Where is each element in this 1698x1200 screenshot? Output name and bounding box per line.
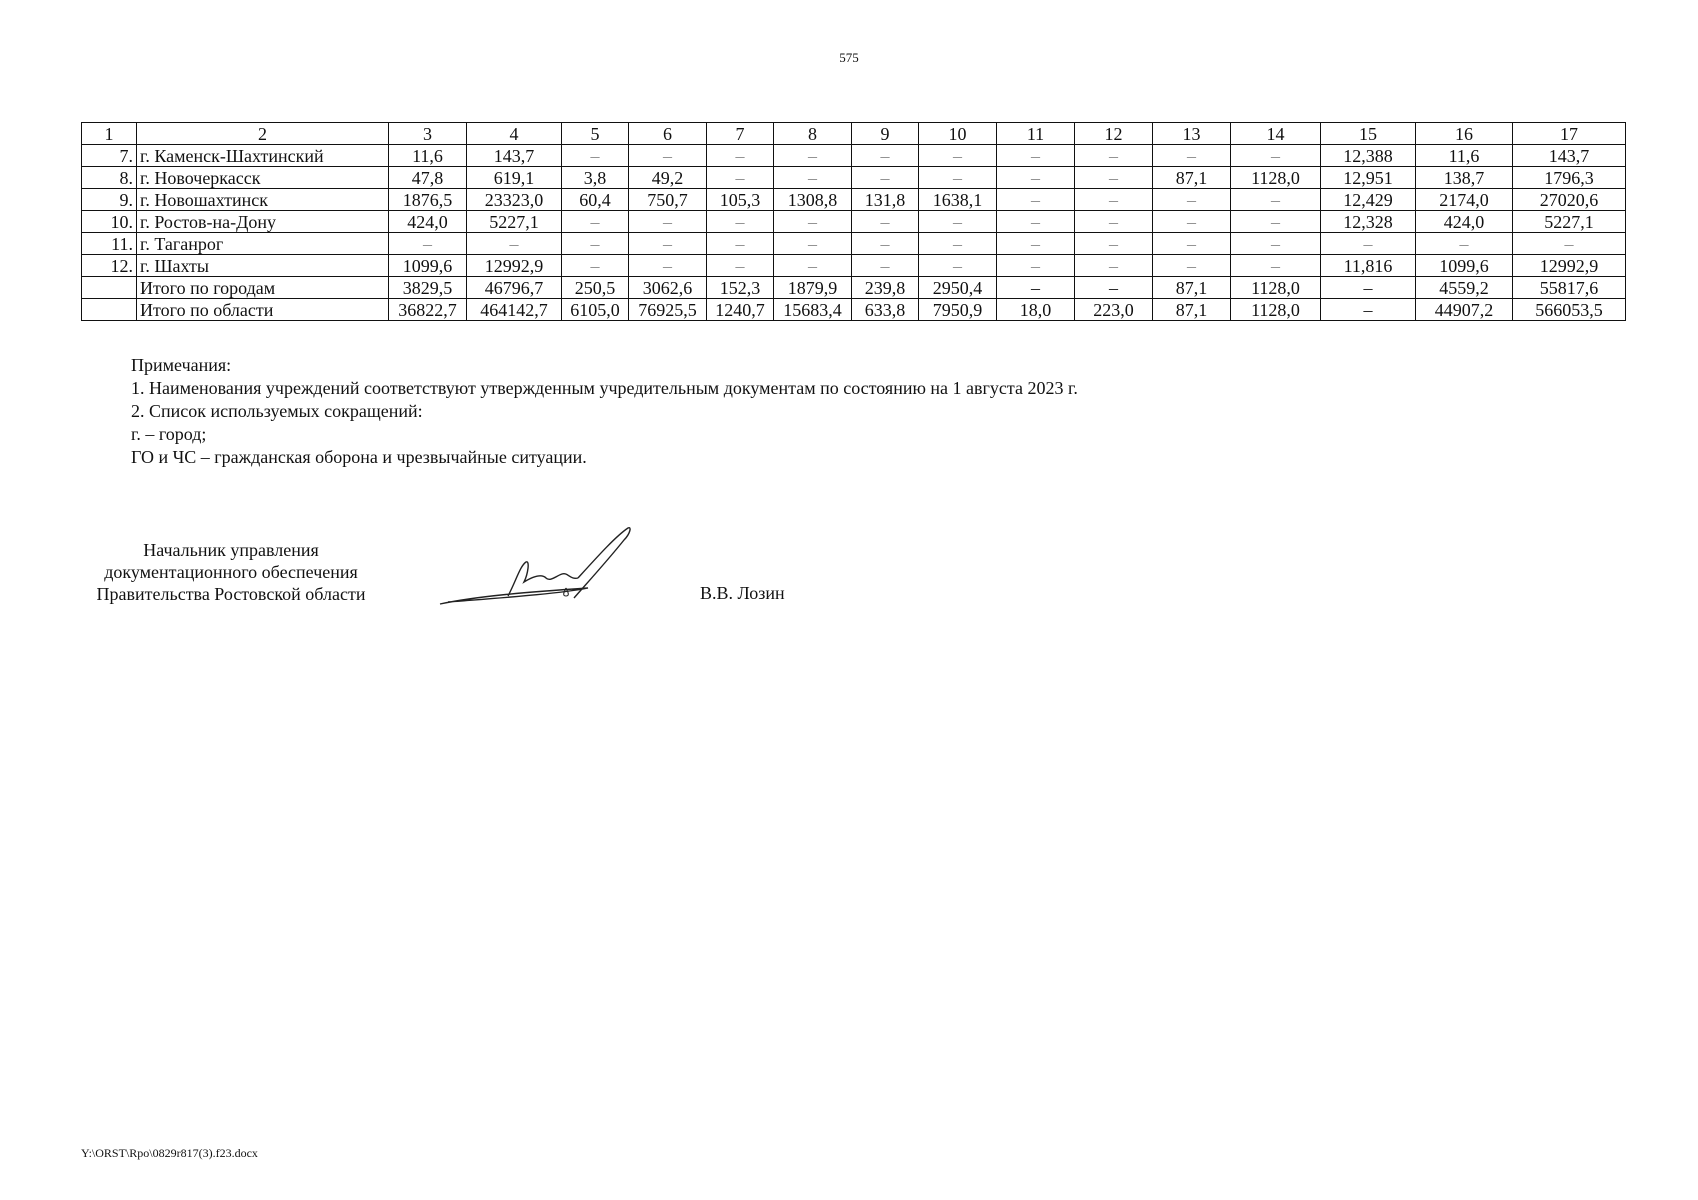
value-cell: 239,8 (852, 277, 919, 299)
value-cell: – (997, 277, 1075, 299)
value-cell: 36822,7 (389, 299, 467, 321)
signer-position (81, 539, 381, 605)
value-cell: 2950,4 (919, 277, 997, 299)
value-cell: 5227,1 (467, 211, 562, 233)
city-name-cell: г. Каменск-Шахтинский (137, 145, 389, 167)
value-cell: 55817,6 (1513, 277, 1626, 299)
value-cell: – (1075, 233, 1153, 255)
value-cell: 11,6 (389, 145, 467, 167)
value-cell: 12,951 (1321, 167, 1416, 189)
value-cell: 1879,9 (774, 277, 852, 299)
value-cell: – (707, 233, 774, 255)
value-cell: – (774, 255, 852, 277)
value-cell: 3,8 (562, 167, 629, 189)
value-cell: – (1075, 167, 1153, 189)
value-cell: – (1231, 145, 1321, 167)
column-number-cell: 11 (997, 123, 1075, 145)
value-cell: – (1153, 233, 1231, 255)
handwritten-signature (438, 526, 638, 616)
value-cell: 12992,9 (1513, 255, 1626, 277)
value-cell: – (774, 167, 852, 189)
value-cell: 424,0 (389, 211, 467, 233)
value-cell: – (707, 255, 774, 277)
value-cell: 1796,3 (1513, 167, 1626, 189)
value-cell: 11,816 (1321, 255, 1416, 277)
value-cell: – (997, 211, 1075, 233)
value-cell: 250,5 (562, 277, 629, 299)
column-number-cell: 6 (629, 123, 707, 145)
value-cell: 5227,1 (1513, 211, 1626, 233)
city-name-cell: г. Таганрог (137, 233, 389, 255)
city-name-cell: г. Шахты (137, 255, 389, 277)
row-number-cell: 10. (82, 211, 137, 233)
column-number-cell: 5 (562, 123, 629, 145)
value-cell: – (997, 189, 1075, 211)
note-item: г. – город; (131, 424, 207, 444)
row-number-cell: 9. (82, 189, 137, 211)
column-number-cell: 17 (1513, 123, 1626, 145)
value-cell: – (707, 167, 774, 189)
value-cell: 6105,0 (562, 299, 629, 321)
value-cell: 15683,4 (774, 299, 852, 321)
value-cell: 47,8 (389, 167, 467, 189)
value-cell: 4559,2 (1416, 277, 1513, 299)
value-cell: – (707, 145, 774, 167)
value-cell: – (562, 233, 629, 255)
column-number-cell: 4 (467, 123, 562, 145)
value-cell: – (1321, 277, 1416, 299)
row-number-cell: 7. (82, 145, 137, 167)
column-number-cell: 15 (1321, 123, 1416, 145)
signer-position-line: Правительства Ростовской области (96, 584, 366, 604)
column-number-cell: 7 (707, 123, 774, 145)
value-cell: 12,328 (1321, 211, 1416, 233)
table-row (82, 299, 1626, 321)
value-cell: – (1075, 145, 1153, 167)
column-number-cell: 2 (137, 123, 389, 145)
value-cell: 12,388 (1321, 145, 1416, 167)
column-number-cell: 14 (1231, 123, 1321, 145)
value-cell: 1308,8 (774, 189, 852, 211)
value-cell: 2174,0 (1416, 189, 1513, 211)
value-cell: – (1416, 233, 1513, 255)
value-cell: – (629, 233, 707, 255)
value-cell: – (919, 255, 997, 277)
value-cell: 87,1 (1153, 277, 1231, 299)
value-cell: – (1153, 145, 1231, 167)
value-cell: – (1075, 189, 1153, 211)
value-cell: – (852, 255, 919, 277)
value-cell: 49,2 (629, 167, 707, 189)
value-cell: 44907,2 (1416, 299, 1513, 321)
notes-title: Примечания: (131, 355, 232, 375)
value-cell: – (1153, 189, 1231, 211)
value-cell: 1638,1 (919, 189, 997, 211)
value-cell: 223,0 (1075, 299, 1153, 321)
column-number-cell: 13 (1153, 123, 1231, 145)
value-cell: – (707, 211, 774, 233)
table-row (82, 189, 1626, 211)
value-cell: – (919, 233, 997, 255)
page-number: 575 (839, 50, 859, 65)
value-cell: 1240,7 (707, 299, 774, 321)
value-cell: 87,1 (1153, 167, 1231, 189)
table-row (82, 255, 1626, 277)
value-cell: 1128,0 (1231, 277, 1321, 299)
city-name-cell: г. Новошахтинск (137, 189, 389, 211)
value-cell: – (629, 255, 707, 277)
value-cell: – (997, 145, 1075, 167)
table-row (82, 211, 1626, 233)
column-number-cell: 12 (1075, 123, 1153, 145)
value-cell: – (919, 145, 997, 167)
value-cell: – (997, 255, 1075, 277)
value-cell: 633,8 (852, 299, 919, 321)
column-number-cell: 1 (82, 123, 137, 145)
table-row (82, 145, 1626, 167)
value-cell: – (1153, 211, 1231, 233)
value-cell: – (629, 145, 707, 167)
notes-section (131, 354, 1078, 469)
value-cell: – (1321, 299, 1416, 321)
column-number-cell: 8 (774, 123, 852, 145)
value-cell: – (997, 233, 1075, 255)
file-path: Y:\ORST\Rpo\0829r817(3).f23.docx (81, 1146, 258, 1160)
value-cell: 27020,6 (1513, 189, 1626, 211)
note-item: 1. Наименования учреждений соответствуют утвержденным учредительным документам по состоянию на 1 августа 2023 г. (131, 378, 1078, 398)
row-number-cell (82, 299, 137, 321)
value-cell: – (852, 211, 919, 233)
value-cell: 138,7 (1416, 167, 1513, 189)
value-cell: – (852, 233, 919, 255)
data-table (81, 122, 1626, 321)
value-cell: 46796,7 (467, 277, 562, 299)
value-cell: – (919, 167, 997, 189)
value-cell: – (1075, 255, 1153, 277)
value-cell: 76925,5 (629, 299, 707, 321)
value-cell: 60,4 (562, 189, 629, 211)
value-cell: – (1231, 189, 1321, 211)
value-cell: – (467, 233, 562, 255)
value-cell: – (629, 211, 707, 233)
value-cell: – (562, 145, 629, 167)
value-cell: 1876,5 (389, 189, 467, 211)
value-cell: 1099,6 (389, 255, 467, 277)
table-header-row (82, 123, 1626, 145)
note-item: ГО и ЧС – гражданская оборона и чрезвычайные ситуации. (131, 447, 587, 467)
value-cell: – (1231, 255, 1321, 277)
value-cell: 131,8 (852, 189, 919, 211)
value-cell: 1128,0 (1231, 167, 1321, 189)
value-cell: 464142,7 (467, 299, 562, 321)
value-cell: – (774, 145, 852, 167)
row-number-cell: 11. (82, 233, 137, 255)
value-cell: 3062,6 (629, 277, 707, 299)
value-cell: 11,6 (1416, 145, 1513, 167)
value-cell: 566053,5 (1513, 299, 1626, 321)
value-cell: 23323,0 (467, 189, 562, 211)
value-cell: – (1075, 277, 1153, 299)
value-cell: – (774, 211, 852, 233)
value-cell: 12,429 (1321, 189, 1416, 211)
value-cell: 3829,5 (389, 277, 467, 299)
value-cell: – (852, 145, 919, 167)
row-number-cell (82, 277, 137, 299)
value-cell: 12992,9 (467, 255, 562, 277)
value-cell: 87,1 (1153, 299, 1231, 321)
column-number-cell: 3 (389, 123, 467, 145)
column-number-cell: 10 (919, 123, 997, 145)
value-cell: – (389, 233, 467, 255)
value-cell: – (852, 167, 919, 189)
signer-name: В.В. Лозин (700, 583, 785, 603)
value-cell: 619,1 (467, 167, 562, 189)
value-cell: 143,7 (1513, 145, 1626, 167)
note-item: 2. Список используемых сокращений: (131, 401, 423, 421)
column-number-cell: 16 (1416, 123, 1513, 145)
city-name-cell: Итого по области (137, 299, 389, 321)
column-number-cell: 9 (852, 123, 919, 145)
value-cell: 143,7 (467, 145, 562, 167)
value-cell: 7950,9 (919, 299, 997, 321)
value-cell: – (1075, 211, 1153, 233)
value-cell: 750,7 (629, 189, 707, 211)
value-cell: – (1513, 233, 1626, 255)
value-cell: – (774, 233, 852, 255)
value-cell: – (1153, 255, 1231, 277)
city-name-cell: г. Новочеркасск (137, 167, 389, 189)
city-name-cell: Итого по городам (137, 277, 389, 299)
city-name-cell: г. Ростов-на-Дону (137, 211, 389, 233)
row-number-cell: 12. (82, 255, 137, 277)
table-row (82, 277, 1626, 299)
value-cell: – (562, 255, 629, 277)
signer-position-line: документационного обеспечения (104, 562, 358, 582)
table-row (82, 167, 1626, 189)
value-cell: 1099,6 (1416, 255, 1513, 277)
value-cell: – (1231, 211, 1321, 233)
value-cell: – (1321, 233, 1416, 255)
value-cell: – (562, 211, 629, 233)
value-cell: – (997, 167, 1075, 189)
value-cell: 152,3 (707, 277, 774, 299)
signer-position-line: Начальник управления (143, 540, 319, 560)
value-cell: 424,0 (1416, 211, 1513, 233)
value-cell: 1128,0 (1231, 299, 1321, 321)
value-cell: 105,3 (707, 189, 774, 211)
value-cell: – (919, 211, 997, 233)
value-cell: 18,0 (997, 299, 1075, 321)
row-number-cell: 8. (82, 167, 137, 189)
value-cell: – (1231, 233, 1321, 255)
table-row (82, 233, 1626, 255)
